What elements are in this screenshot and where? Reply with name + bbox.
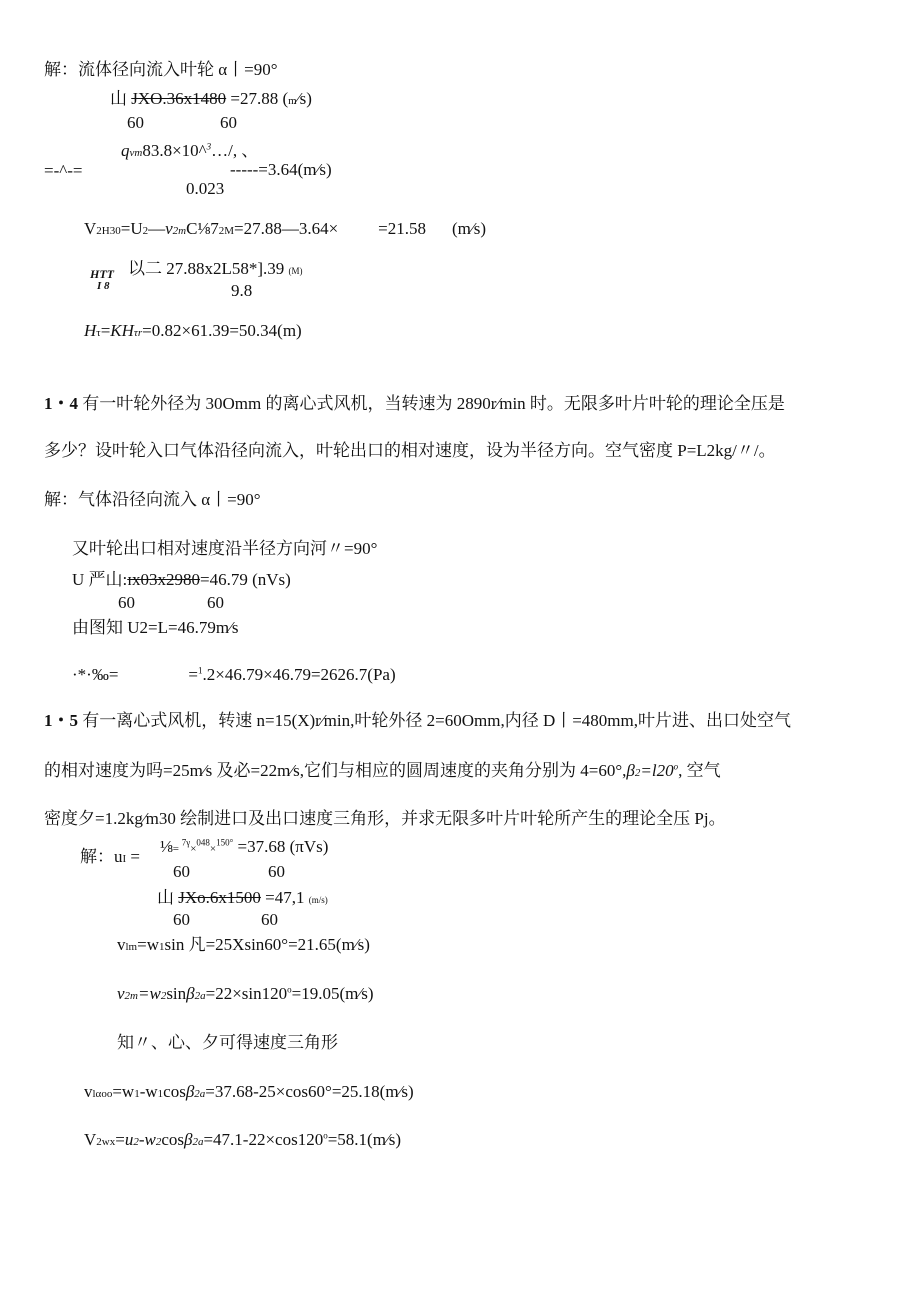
formula-pressure: ·*·‰= =$^1$.2×46.79×46.79=2626.7(Pa): [72, 665, 396, 684]
denominator: 60: [173, 862, 190, 881]
denominator: 60: [118, 593, 135, 612]
formula-u2: U 严山:ɪx03x2980=46.79 (nVs): [72, 570, 291, 589]
solution-header: 解：气体沿径向流入 α丨=90°: [44, 490, 261, 509]
denominator: 60: [173, 910, 190, 929]
formula-u1-expr: ⅛= $^{7\gamma}$×$^{048}$×$^{150^\circ}$ =37.68 (πVs): [160, 837, 329, 856]
formula-symbol: I 8: [97, 280, 110, 292]
denominator: 60: [261, 910, 278, 929]
problem-1-4-statement-cont: 多少？设叶轮入口气体沿径向流入，叶轮出口的相对速度，设为半径方向。空气密度 P=L2kg/〃/。: [44, 441, 776, 460]
formula-prefix: =-^-=: [44, 161, 83, 180]
problem-1-5-statement-cont: 的相对速度为吗=25m⁄s 及必=22m⁄s,它们与相应的圆周速度的夹角分别为 $4=60^\circ,\beta 2=l20^o$, 空气: [44, 761, 721, 780]
solution-header: 解：流体径向流入叶轮 α丨=90°: [44, 60, 278, 79]
denominator: 60: [268, 862, 285, 881]
formula-v2u: V2H30=U2—v2mC⅛72M=27.88—3.64× =21.58 (m⁄s): [84, 219, 487, 238]
formula-v1u: vlαoo=w1-w1cosβ2a=37.68-25×cos60°=25.18(m⁄s): [84, 1082, 414, 1101]
denominator: 0.023: [186, 179, 225, 198]
formula-qv: qvт83.8×10^$^3$…/, 、: [121, 141, 259, 160]
solution-line: 由图知 U2=L=46.79m⁄s: [72, 618, 239, 637]
denominator: 60: [220, 113, 237, 132]
formula-ht: 以二 27.88x2L58*].39 (M): [128, 259, 303, 278]
formula-u1: 解：uI =: [80, 847, 141, 866]
problem-1-5-statement: 1・5 有一离心式风机，转速 n=15(X)r⁄min,叶轮外径 2=60Omm,内径 D丨=480mm,叶片进、出口处空气: [44, 711, 792, 730]
problem-1-4-statement: 1・4 有一叶轮外径为 30Omm 的离心式风机，当转速为 2890r⁄min 时。无限多叶片叶轮的理论全压是: [44, 394, 785, 413]
formula-symbol: HTT: [90, 267, 114, 281]
solution-line: 又叶轮出口相对速度沿半径方向河〃=90°: [72, 539, 378, 558]
denominator: 60: [127, 113, 144, 132]
formula-v2m: $v2m=w2\sin\beta 2a=22\times\sin 120^o=19.05(m⁄s)$: [117, 984, 374, 1003]
formula-hT: Hτ=KHτr=0.82×61.39=50.34(m): [84, 321, 302, 340]
denominator: 60: [207, 593, 224, 612]
formula-result: -----=3.64(m⁄s): [230, 160, 332, 179]
denominator: 9.8: [231, 281, 253, 300]
formula-u2: 山 JXO.36x1480 =27.88 (m⁄s): [110, 89, 312, 108]
problem-1-5-statement-cont: 密度夕=1.2kg⁄m30 绘制进口及出口速度三角形，并求无限多叶片叶轮所产生的理论全压 Pj。: [44, 809, 726, 828]
formula-v2u: $V2wx=u2-w2\cos\beta 2a=47.1-22\times\cos 120^o=58.1(m⁄s)$: [84, 1130, 402, 1149]
formula-v1m: vlm=w1sin 凡=25Xsin60°=21.65(m⁄s): [117, 935, 370, 954]
solution-line: 知〃、心、夕可得速度三角形: [117, 1033, 338, 1052]
formula-u2: 山 JXo.6x1500 =47,1 (m/s): [157, 888, 328, 907]
